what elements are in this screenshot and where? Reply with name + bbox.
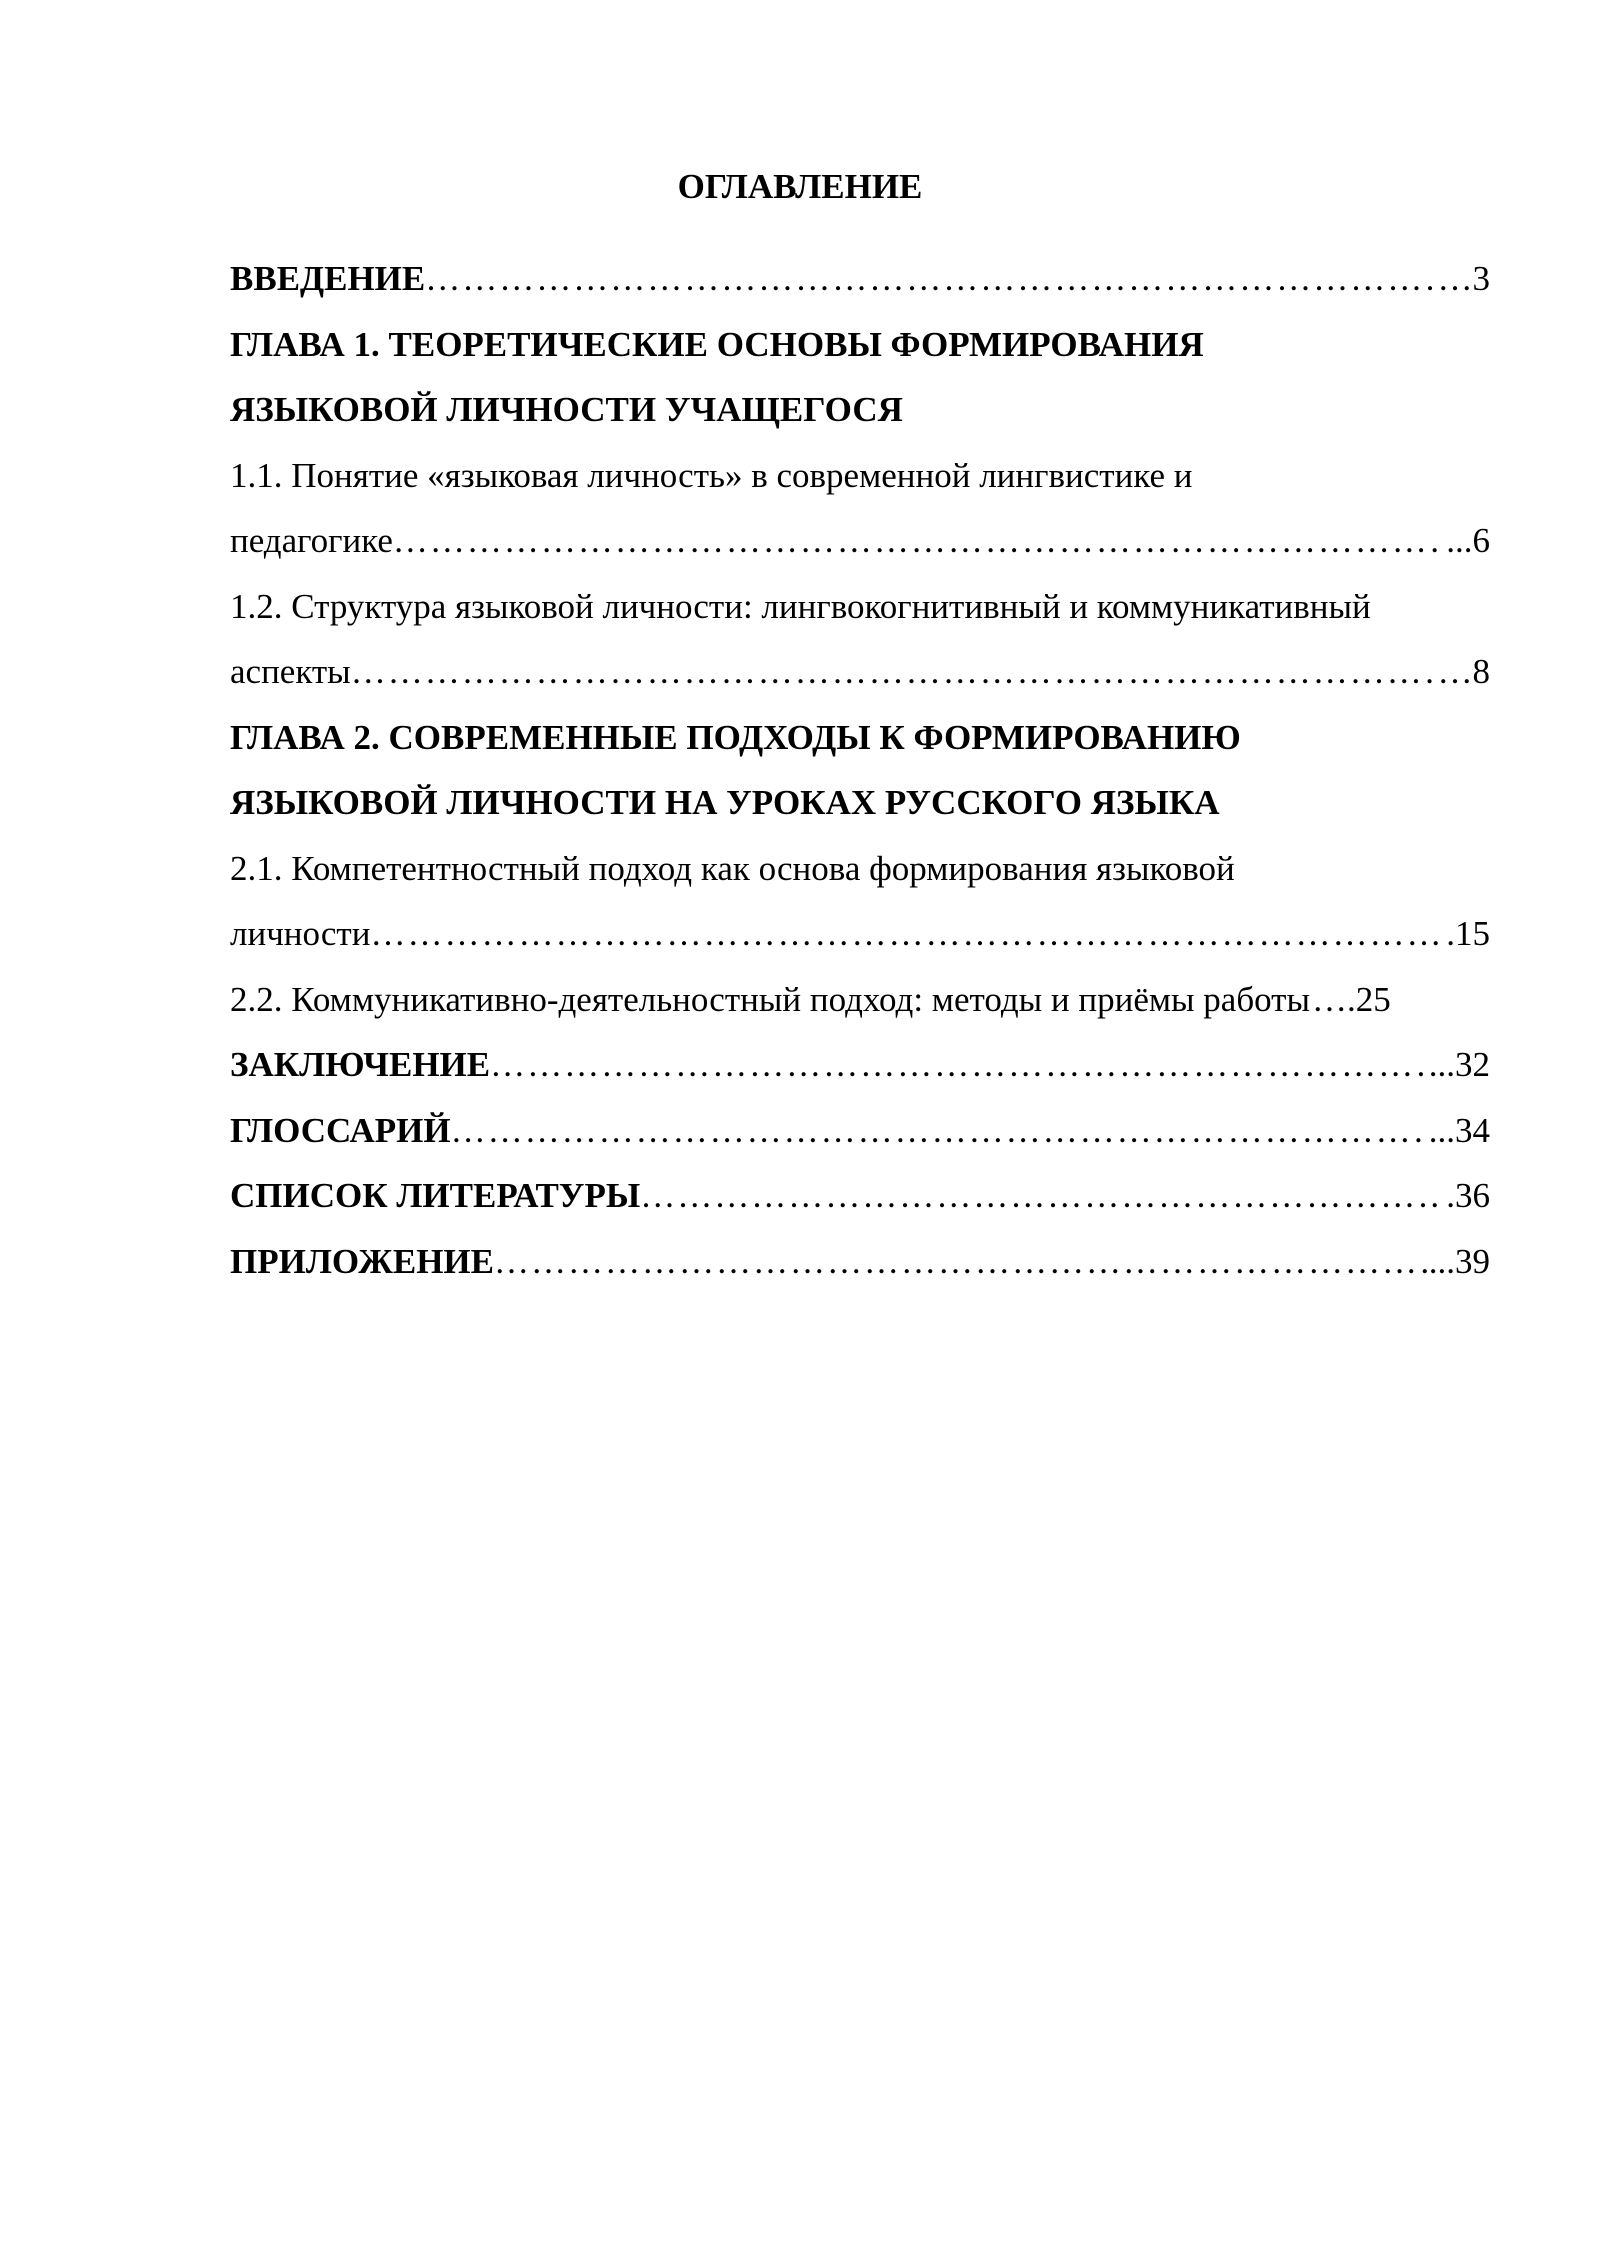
dot-leader [425,246,1435,312]
toc-entry-label: ГЛАВА 1. ТЕОРЕТИЧЕСКИЕ ОСНОВЫ ФОРМИРОВАНИЯ [230,324,1204,364]
toc-entry-chapter-1-cont[interactable] [230,377,1490,443]
toc-entry-label: аспекты [230,652,351,691]
toc-entry-label: 1.1. Понятие «языковая личность» в современной лингвистике и [230,455,1193,495]
toc-entry-label: ВВЕДЕНИЕ [230,259,426,298]
toc-entry-section-2-1[interactable] [230,836,1490,902]
toc-entry-label: ГЛОССАРИЙ [230,1110,451,1150]
dot-leader [370,901,1444,967]
toc-entry-chapter-1[interactable] [230,312,1490,378]
toc-entry-label: ЯЗЫКОВОЙ ЛИЧНОСТИ УЧАЩЕГОСЯ [230,390,903,429]
toc-entry-label: 2.1. Компетентностный подход как основа формирования языковой [230,848,1235,888]
toc-page-number: ...39 [1428,1241,1490,1281]
toc-title: ОГЛАВЛЕНИЕ [677,167,923,206]
toc-entry-label: личности [230,914,371,953]
dot-leader [451,1098,1427,1164]
toc-entry-label: 2.2. Коммуникативно-деятельностный подход: методы и приёмы работы [230,979,1310,1019]
toc-entry-references[interactable] [230,1163,1490,1229]
toc-page-number: ...6 [1446,521,1490,560]
table-of-contents [230,246,1490,1294]
toc-entry-label: педагогике [230,521,393,560]
toc-entry-label: ЗАКЛЮЧЕНИЕ [230,1045,491,1084]
toc-page-number: .15 [1446,914,1490,953]
dot-leader [351,639,1436,705]
dot-leader [494,1229,1427,1295]
toc-entry-label: ПРИЛОЖЕНИЕ [230,1241,495,1281]
toc-page-number: ….25 [1311,979,1391,1019]
toc-entry-chapter-2-cont[interactable] [230,770,1490,836]
toc-entry-label: ЯЗЫКОВОЙ ЛИЧНОСТИ НА УРОКАХ РУССКОГО ЯЗЫКА [230,783,1220,822]
toc-entry-introduction[interactable] [230,246,1490,312]
toc-entry-chapter-2[interactable] [230,705,1490,771]
toc-entry-section-1-1-cont[interactable] [230,508,1490,574]
toc-page-number: ...32 [1428,1045,1490,1084]
toc-entry-glossary[interactable] [230,1098,1490,1164]
toc-entry-label: 1.2. Структура языковой личности: лингвокогнитивный и коммуникативный [230,586,1371,626]
toc-page-number: ...34 [1428,1110,1490,1150]
toc-entry-label: СПИСОК ЛИТЕРАТУРЫ [230,1176,641,1215]
toc-page-number: …8 [1437,652,1490,691]
toc-entry-conclusion[interactable] [230,1032,1490,1098]
toc-entry-section-2-2[interactable] [230,967,1490,1033]
toc-entry-section-1-2[interactable] [230,574,1490,640]
dot-leader [640,1163,1444,1229]
toc-entry-section-2-1-cont[interactable] [230,901,1490,967]
toc-entry-section-1-1[interactable] [230,443,1490,509]
toc-entry-label: ГЛАВА 2. СОВРЕМЕННЫЕ ПОДХОДЫ К ФОРМИРОВАНИЮ [230,717,1241,757]
dot-leader [490,1032,1427,1098]
toc-entry-appendix[interactable] [230,1229,1490,1295]
toc-entry-section-1-2-cont[interactable] [230,639,1490,705]
toc-page-number: …3 [1437,259,1490,298]
toc-page-number: .36 [1446,1176,1490,1215]
dot-leader [393,508,1444,574]
